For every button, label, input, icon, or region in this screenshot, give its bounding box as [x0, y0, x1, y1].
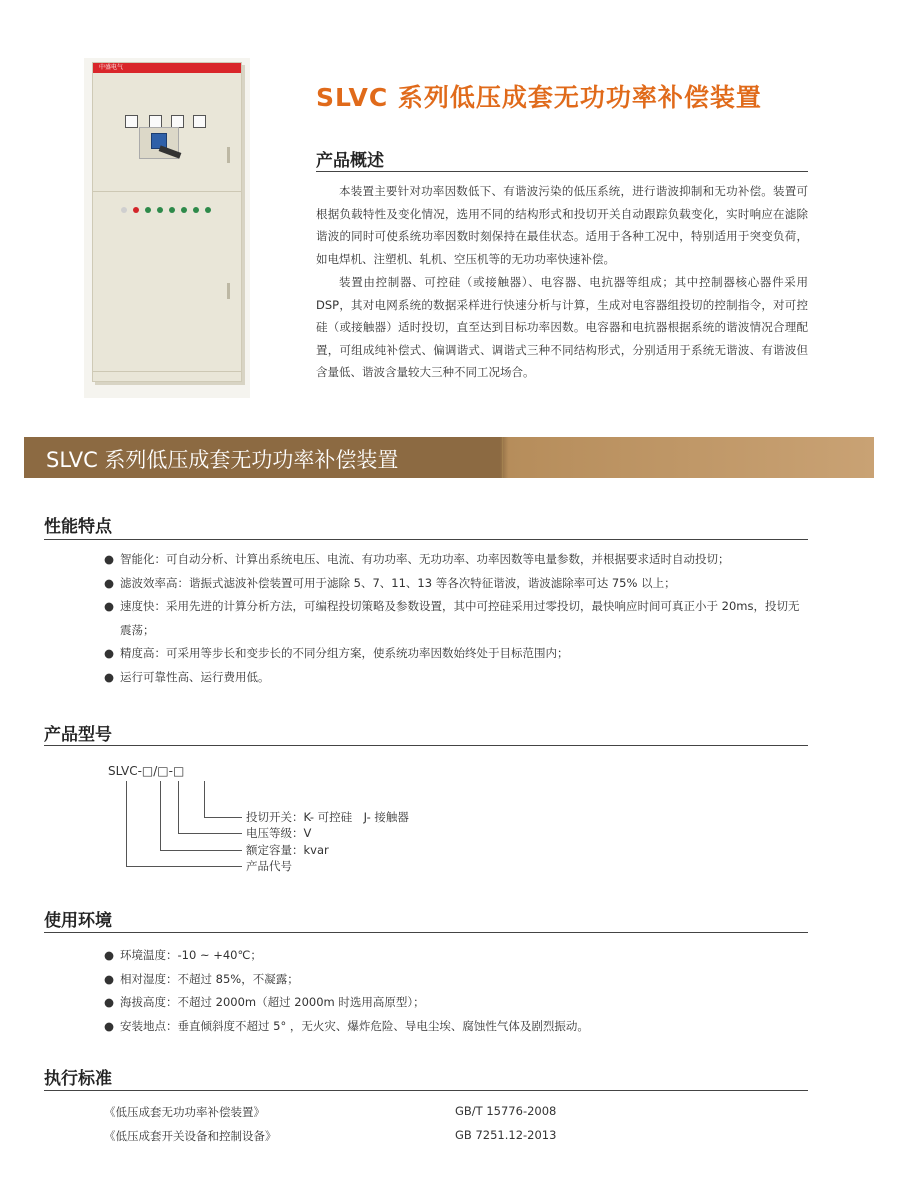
model-connector: [204, 817, 242, 818]
door-handle-icon: [227, 147, 230, 163]
bullet-icon: ●: [104, 646, 115, 660]
features-list: [104, 548, 804, 689]
cabinet-base: [93, 371, 241, 372]
list-item: ● 速度快：采用先进的计算分析方法，可编程投切策略及参数设置，其中可控硅采用过零投切，最快响应时间可真正小于 20ms，投切无震荡；: [104, 595, 804, 642]
bullet-icon: ●: [104, 1018, 115, 1033]
cabinet-brand-logo: 中盛电气: [99, 64, 124, 71]
list-item: ● 智能化：可自动分析、计算出系统电压、电流、有功功率、无功功率、功率因数等电量参数，并根据要求适时自动投切；: [104, 548, 804, 572]
model-heading: 产品型号: [44, 725, 112, 745]
lamp-icon: [121, 207, 127, 213]
door-handle-icon: [227, 283, 230, 299]
banner-title: SLVC 系列低压成套无功功率补偿装置: [46, 448, 399, 472]
model-label-code: 产品代号: [246, 859, 292, 873]
bullet-icon: ●: [104, 971, 115, 986]
standards-heading: 执行标准: [44, 1069, 112, 1089]
model-code: SLVC-□/□-□: [108, 764, 185, 778]
bullet-icon: ●: [104, 599, 115, 613]
lamp-icon: [133, 207, 139, 213]
banner-separator: [502, 437, 503, 478]
bullet-icon: ●: [104, 669, 115, 684]
bullet-icon: ●: [104, 948, 115, 962]
lamp-icon: [145, 207, 151, 213]
section-banner: [24, 437, 874, 478]
lamp-icon: [193, 207, 199, 213]
model-connector: [178, 781, 179, 833]
bullet-icon: ●: [104, 575, 115, 590]
lamp-icon: [169, 207, 175, 213]
standards-rule: [44, 1090, 808, 1091]
standard-name: 《低压成套开关设备和控制设备》: [104, 1129, 277, 1143]
list-item: ● 精度高：可采用等步长和变步长的不同分组方案，使系统功率因数始终处于目标范围内；: [104, 642, 804, 666]
list-item: ● 环境温度：-10 ~ +40℃；: [104, 944, 804, 968]
model-label-capacity: 额定容量：kvar: [246, 843, 329, 857]
list-item: ● 海拔高度：不超过 2000m（超过 2000m 时选用高原型）；: [104, 991, 804, 1015]
meter-icon: [125, 115, 138, 128]
lamp-icon: [181, 207, 187, 213]
lamp-icon: [205, 207, 211, 213]
list-item: ● 运行可靠性高、运行费用低。: [104, 666, 804, 690]
lamp-icon: [157, 207, 163, 213]
list-item: ● 相对湿度：不超过 85%，不凝露；: [104, 968, 804, 992]
page-title: SLVC 系列低压成套无功功率补偿装置: [316, 83, 762, 112]
features-rule: [44, 539, 808, 540]
model-label-voltage: 电压等级：V: [246, 826, 312, 840]
cabinet-top-strip: [93, 63, 241, 73]
bullet-icon: ●: [104, 995, 115, 1009]
overview-paragraph-1: 本装置主要针对功率因数低下、有谐波污染的低压系统，进行谐波抑制和无功补偿。装置可根据负载特性及变化情况，选用不同的结构形式和投切开关自动跟踪负载变化，实时响应在滤除谐波的同时可使系统功率因数时刻保持在最佳状态。适用于各种工况中，特别适用于突变负荷，如电焊机、注塑机、轧机、空压机等的无功功率快速补偿。: [316, 184, 808, 266]
model-connector: [126, 866, 242, 867]
overview-heading: 产品概述: [316, 151, 384, 171]
list-item: ● 滤波效率高：谐振式滤波补偿装置可用于滤除 5、7、11、13 等各次特征谐波，谐波滤除率可达 75% 以上；: [104, 572, 804, 596]
standard-name: 《低压成套无功功率补偿装置》: [104, 1105, 265, 1119]
standard-code: GB/T 15776-2008: [455, 1104, 557, 1118]
features-heading: 性能特点: [44, 517, 112, 537]
model-label-switch: 投切开关：K- 可控硅 J- 接触器: [246, 810, 409, 824]
model-connector: [160, 781, 161, 850]
overview-paragraph-2: 装置由控制器、可控硅（或接触器）、电容器、电抗器等组成；其中控制器核心器件采用 DSP，其对电网系统的数据采样进行快速分析与计算，生成对电容器组投切的控制指令，对可控硅（或接触器）适时投切，直至达到目标功率因数。电容器和电抗器根据系统的谐波情况合理配置，可组成纯补偿式、偏调谐式、调谐式三种不同结构形式，分别适用于系统无谐波、有谐波但含量低、谐波含量较大三种不同工况场合。: [316, 275, 808, 379]
model-connector: [204, 781, 205, 817]
meter-icon: [193, 115, 206, 128]
environment-rule: [44, 932, 808, 933]
model-connector: [178, 833, 242, 834]
environment-list: [104, 944, 804, 1038]
model-connector: [126, 781, 127, 866]
cabinet-image: [92, 62, 242, 382]
environment-heading: 使用环境: [44, 911, 112, 931]
model-rule: [44, 745, 808, 746]
cabinet-divider: [93, 191, 241, 192]
list-item: ● 安装地点：垂直倾斜度不超过 5° ，无火灾、爆炸危险、导电尘埃、腐蚀性气体及剧烈振动。: [104, 1015, 804, 1039]
bullet-icon: ●: [104, 552, 115, 566]
model-connector: [160, 850, 242, 851]
standard-code: GB 7251.12-2013: [455, 1128, 557, 1142]
overview-rule: [316, 171, 808, 172]
